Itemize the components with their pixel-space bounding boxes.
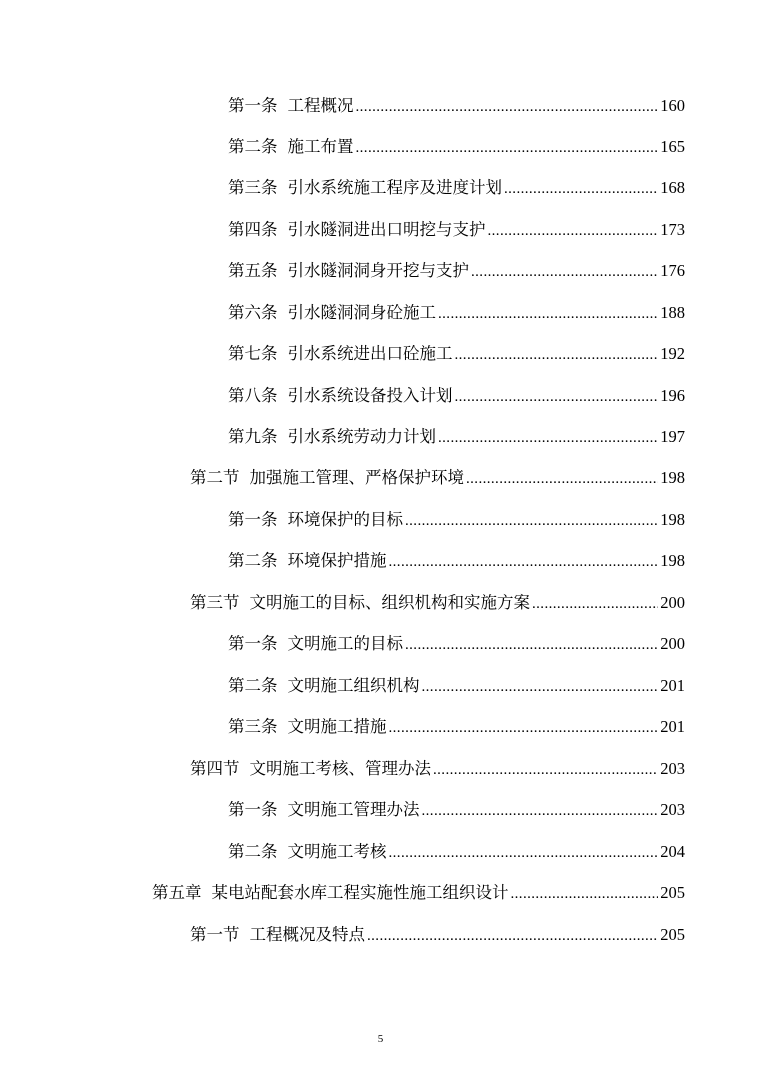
toc-entry-page: 188	[660, 303, 685, 322]
toc-entry-page: 203	[660, 759, 685, 778]
toc-entry	[228, 508, 685, 532]
toc-entry-page: 160	[660, 96, 685, 115]
toc-entry-number: 第一条	[228, 634, 278, 653]
toc-entry-page: 201	[660, 717, 685, 736]
toc-entry-number: 第一条	[228, 96, 278, 115]
toc-entry-title: 引水隧洞洞身开挖与支护	[287, 261, 469, 280]
toc-entry-number: 第九条	[228, 427, 278, 446]
dot-leader	[405, 509, 658, 533]
toc-entry	[228, 549, 685, 573]
toc-entry-number: 第五章	[152, 883, 202, 902]
toc-entry-number: 第三条	[228, 717, 278, 736]
toc-entry-number: 第四条	[228, 220, 278, 239]
toc-entry	[228, 674, 685, 698]
toc-entry-number: 第八条	[228, 386, 278, 405]
page-number: 5	[377, 1033, 384, 1045]
toc-entry-number: 第三条	[228, 178, 278, 197]
toc-entry	[228, 384, 685, 408]
toc-entry-page: 197	[660, 427, 685, 446]
toc-entry-page: 205	[660, 883, 685, 902]
dot-leader	[405, 633, 658, 657]
toc-entry-page: 200	[660, 634, 685, 653]
toc-entry-title: 工程概况及特点	[249, 925, 365, 944]
toc-entry-title: 加强施工管理、严格保护环境	[249, 468, 464, 487]
dot-leader	[433, 758, 658, 782]
toc-entry-number: 第一节	[190, 925, 240, 944]
toc-entry	[228, 94, 685, 118]
toc-entry-title: 文明施工措施	[287, 717, 387, 736]
toc-entry-page: 176	[660, 261, 685, 280]
dot-leader	[532, 592, 658, 616]
toc-entry-number: 第三节	[190, 593, 240, 612]
toc-entry	[228, 632, 685, 656]
toc-entry	[228, 342, 685, 366]
toc-entry-title: 引水系统施工程序及进度计划	[287, 178, 502, 197]
toc-entry	[228, 715, 685, 739]
toc-entry-number: 第六条	[228, 303, 278, 322]
toc-entry-title: 文明施工管理办法	[287, 800, 420, 819]
toc-entry-number: 第二条	[228, 551, 278, 570]
toc-entry	[190, 591, 685, 615]
toc-entry	[190, 757, 685, 781]
toc-entry-number: 第五条	[228, 261, 278, 280]
toc-entry	[228, 798, 685, 822]
toc-entry-number: 第四节	[190, 759, 240, 778]
toc-entry-page: 165	[660, 137, 685, 156]
toc-entry-title: 施工布置	[287, 137, 354, 156]
dot-leader	[488, 219, 659, 243]
toc-entry-page: 198	[660, 551, 685, 570]
toc-entry-page: 203	[660, 800, 685, 819]
toc-entry-title: 环境保护的目标	[287, 510, 403, 529]
toc-entry-page: 173	[660, 220, 685, 239]
dot-leader	[504, 177, 658, 201]
toc-entry-title: 引水隧洞进出口明挖与支护	[287, 220, 486, 239]
toc-entry-title: 工程概况	[287, 96, 354, 115]
toc-entry-title: 引水系统劳动力计划	[287, 427, 436, 446]
toc-entry-page: 196	[660, 386, 685, 405]
toc-entry	[228, 301, 685, 325]
toc-entry	[228, 840, 685, 864]
toc-entry	[190, 923, 685, 947]
toc-entry-title: 文明施工的目标、组织机构和实施方案	[249, 593, 530, 612]
toc-entry-title: 引水系统进出口砼施工	[287, 344, 453, 363]
dot-leader	[471, 260, 658, 284]
toc-entry-page: 198	[660, 468, 685, 487]
dot-leader	[466, 467, 658, 491]
dot-leader	[356, 136, 659, 160]
toc-entry-page: 200	[660, 593, 685, 612]
dot-leader	[389, 550, 659, 574]
dot-leader	[511, 882, 659, 906]
toc-entry	[152, 881, 685, 905]
toc-entry-title: 文明施工考核	[287, 842, 387, 861]
toc-entry-number: 第二条	[228, 137, 278, 156]
dot-leader	[455, 385, 659, 409]
toc-entry-page: 192	[660, 344, 685, 363]
toc-entry-number: 第七条	[228, 344, 278, 363]
toc-entry	[228, 425, 685, 449]
dot-leader	[367, 924, 658, 948]
dot-leader	[389, 716, 659, 740]
dot-leader	[356, 95, 659, 119]
toc-entry	[228, 259, 685, 283]
toc-entry-page: 198	[660, 510, 685, 529]
toc-entry-number: 第一条	[228, 800, 278, 819]
toc-entry-title: 引水隧洞洞身砼施工	[287, 303, 436, 322]
toc-entry-page: 168	[660, 178, 685, 197]
toc-entry	[228, 135, 685, 159]
dot-leader	[389, 841, 659, 865]
toc-entry-page: 201	[660, 676, 685, 695]
toc-entry-title: 环境保护措施	[287, 551, 387, 570]
toc-entry	[228, 176, 685, 200]
toc-entry-title: 文明施工考核、管理办法	[249, 759, 431, 778]
dot-leader	[438, 302, 658, 326]
toc-entry	[190, 466, 685, 490]
dot-leader	[422, 675, 659, 699]
toc-entry-page: 205	[660, 925, 685, 944]
toc-entry-title: 某电站配套水库工程实施性施工组织设计	[211, 883, 509, 902]
toc-entry-number: 第二条	[228, 676, 278, 695]
toc-entry-page: 204	[660, 842, 685, 861]
toc-entry	[228, 218, 685, 242]
dot-leader	[438, 426, 658, 450]
toc-entry-title: 文明施工的目标	[287, 634, 403, 653]
toc-entry-title: 引水系统设备投入计划	[287, 386, 453, 405]
toc-entry-number: 第二条	[228, 842, 278, 861]
dot-leader	[422, 799, 659, 823]
toc-entry-number: 第二节	[190, 468, 240, 487]
toc-entry-title: 文明施工组织机构	[287, 676, 420, 695]
dot-leader	[455, 343, 659, 367]
toc-entry-number: 第一条	[228, 510, 278, 529]
